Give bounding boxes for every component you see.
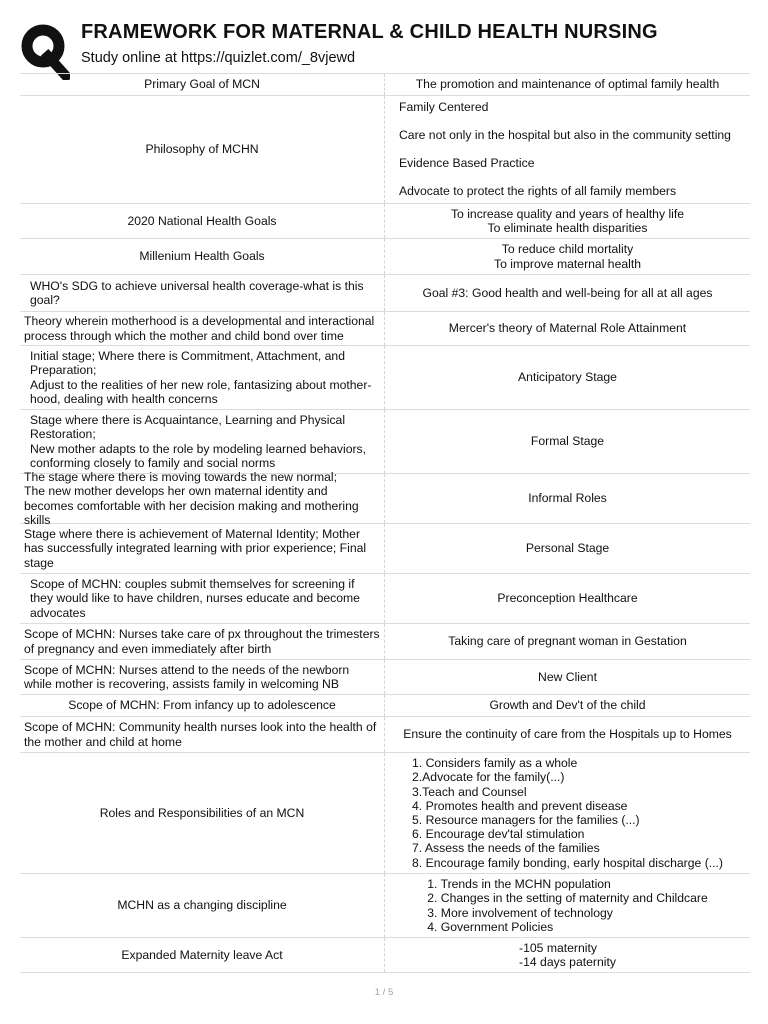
definition-cell: 1. Considers family as a whole 2.Advocate for the family(...) 3.Teach and Counsel 4. Promotes health and prevent disease 5. Resource managers for the families (...) 6. Encourage dev'tal stimulation 7. Assess the needs of the families 8. Encourage family bonding, early hospital discharge (...) (412, 756, 723, 870)
term-cell: Stage where there is Acquaintance, Learning and Physical Restoration; New mother adapts to the role by modeling learned behaviors, conforming closely to family and social norms (20, 410, 385, 473)
definition-item: Care not only in the hospital but also in the community setting (399, 128, 731, 142)
term-cell: The stage where there is moving towards the new normal; The new mother develops her own maternal identity and becomes comfortable with her decision making and mothering skills (20, 474, 385, 523)
table-row (20, 874, 750, 938)
definition-cell: 1. Trends in the MCHN population 2. Changes in the setting of maternity and Childcare 3. More involvement of technology 4. Government Policies (427, 877, 708, 934)
definition-cell: Mercer's theory of Maternal Role Attainment (448, 321, 687, 336)
table-row (20, 624, 750, 660)
definition-cell (385, 96, 750, 203)
definition-cell: To reduce child mortality To improve maternal health (494, 242, 641, 271)
definition-cell: Taking care of pregnant woman in Gestation (448, 634, 687, 649)
definition-item: Evidence Based Practice (399, 156, 535, 170)
flashcard-table (20, 73, 750, 973)
table-row (20, 239, 750, 275)
term-cell: Scope of MCHN: couples submit themselves for screening if they would like to have children, nurses educate and become advocates (20, 574, 385, 623)
term-cell: MCHN as a changing discipline (20, 874, 385, 937)
term-cell: Roles and Responsibilities of an MCN (20, 753, 385, 873)
table-row (20, 717, 750, 753)
page-header (18, 14, 758, 74)
definition-cell: Informal Roles (528, 491, 607, 506)
table-row (20, 524, 750, 574)
table-row (20, 204, 750, 239)
definition-item: Family Centered (399, 100, 489, 114)
table-row (20, 346, 750, 410)
term-cell: Scope of MCHN: Nurses take care of px throughout the trimesters of pregnancy and even immediately after birth (20, 624, 385, 659)
table-row (20, 410, 750, 474)
table-row (20, 695, 750, 717)
table-row (20, 574, 750, 624)
term-cell: 2020 National Health Goals (20, 204, 385, 238)
page-title: FRAMEWORK FOR MATERNAL & CHILD HEALTH NURSING (81, 21, 658, 43)
definition-cell: Ensure the continuity of care from the Hospitals up to Homes (403, 727, 732, 742)
definition-cell: Personal Stage (525, 541, 610, 556)
quizlet-logo-icon (20, 20, 70, 80)
study-link[interactable]: Study online at https://quizlet.com/_8vjewd (81, 50, 356, 66)
table-row (20, 74, 750, 96)
table-row (20, 470, 750, 527)
definition-cell: Formal Stage (530, 434, 605, 449)
definition-cell: Anticipatory Stage (518, 370, 617, 385)
table-row (20, 312, 750, 346)
table-row (20, 96, 750, 204)
term-cell: Scope of MCHN: Community health nurses look into the health of the mother and child at home (20, 717, 385, 752)
definition-cell: -105 maternity -14 days paternity (519, 940, 616, 969)
definition-cell: Goal #3: Good health and well-being for all at all ages (422, 285, 713, 300)
term-cell: Scope of MCHN: Nurses attend to the needs of the newborn while mother is recovering, assists family in welcoming NB (20, 660, 385, 694)
term-cell: Theory wherein motherhood is a developmental and interactional process through which the mother and child bond over time (20, 312, 385, 345)
term-cell: Scope of MCHN: From infancy up to adolescence (20, 695, 385, 716)
page-number: 1 / 5 (374, 987, 394, 998)
term-cell: WHO's SDG to achieve universal health coverage-what is this goal? (20, 275, 385, 311)
term-cell: Primary Goal of MCN (20, 74, 385, 95)
table-row (20, 660, 750, 695)
definition-cell: New Client (538, 669, 597, 684)
table-row (20, 753, 750, 874)
table-row (20, 275, 750, 312)
term-cell: Expanded Maternity leave Act (20, 938, 385, 972)
term-cell: Stage where there is achievement of Maternal Identity; Mother has successfully integrated learning with prior experience; Final stage (20, 524, 385, 573)
definition-cell: To increase quality and years of healthy life To eliminate health disparities (450, 206, 685, 235)
table-row (20, 938, 750, 973)
definition-item: Advocate to protect the rights of all family members (399, 184, 677, 198)
definition-cell: Growth and Dev't of the child (489, 698, 646, 713)
definition-cell: The promotion and maintenance of optimal family health (415, 77, 720, 92)
term-cell: Millenium Health Goals (20, 239, 385, 274)
definition-cell: Preconception Healthcare (497, 591, 638, 606)
term-cell: Philosophy of MCHN (20, 96, 385, 203)
term-cell: Initial stage; Where there is Commitment, Attachment, and Preparation; Adjust to the realities of her new role, fantasizing about mother-hood, dealing with health concerns (20, 346, 385, 409)
